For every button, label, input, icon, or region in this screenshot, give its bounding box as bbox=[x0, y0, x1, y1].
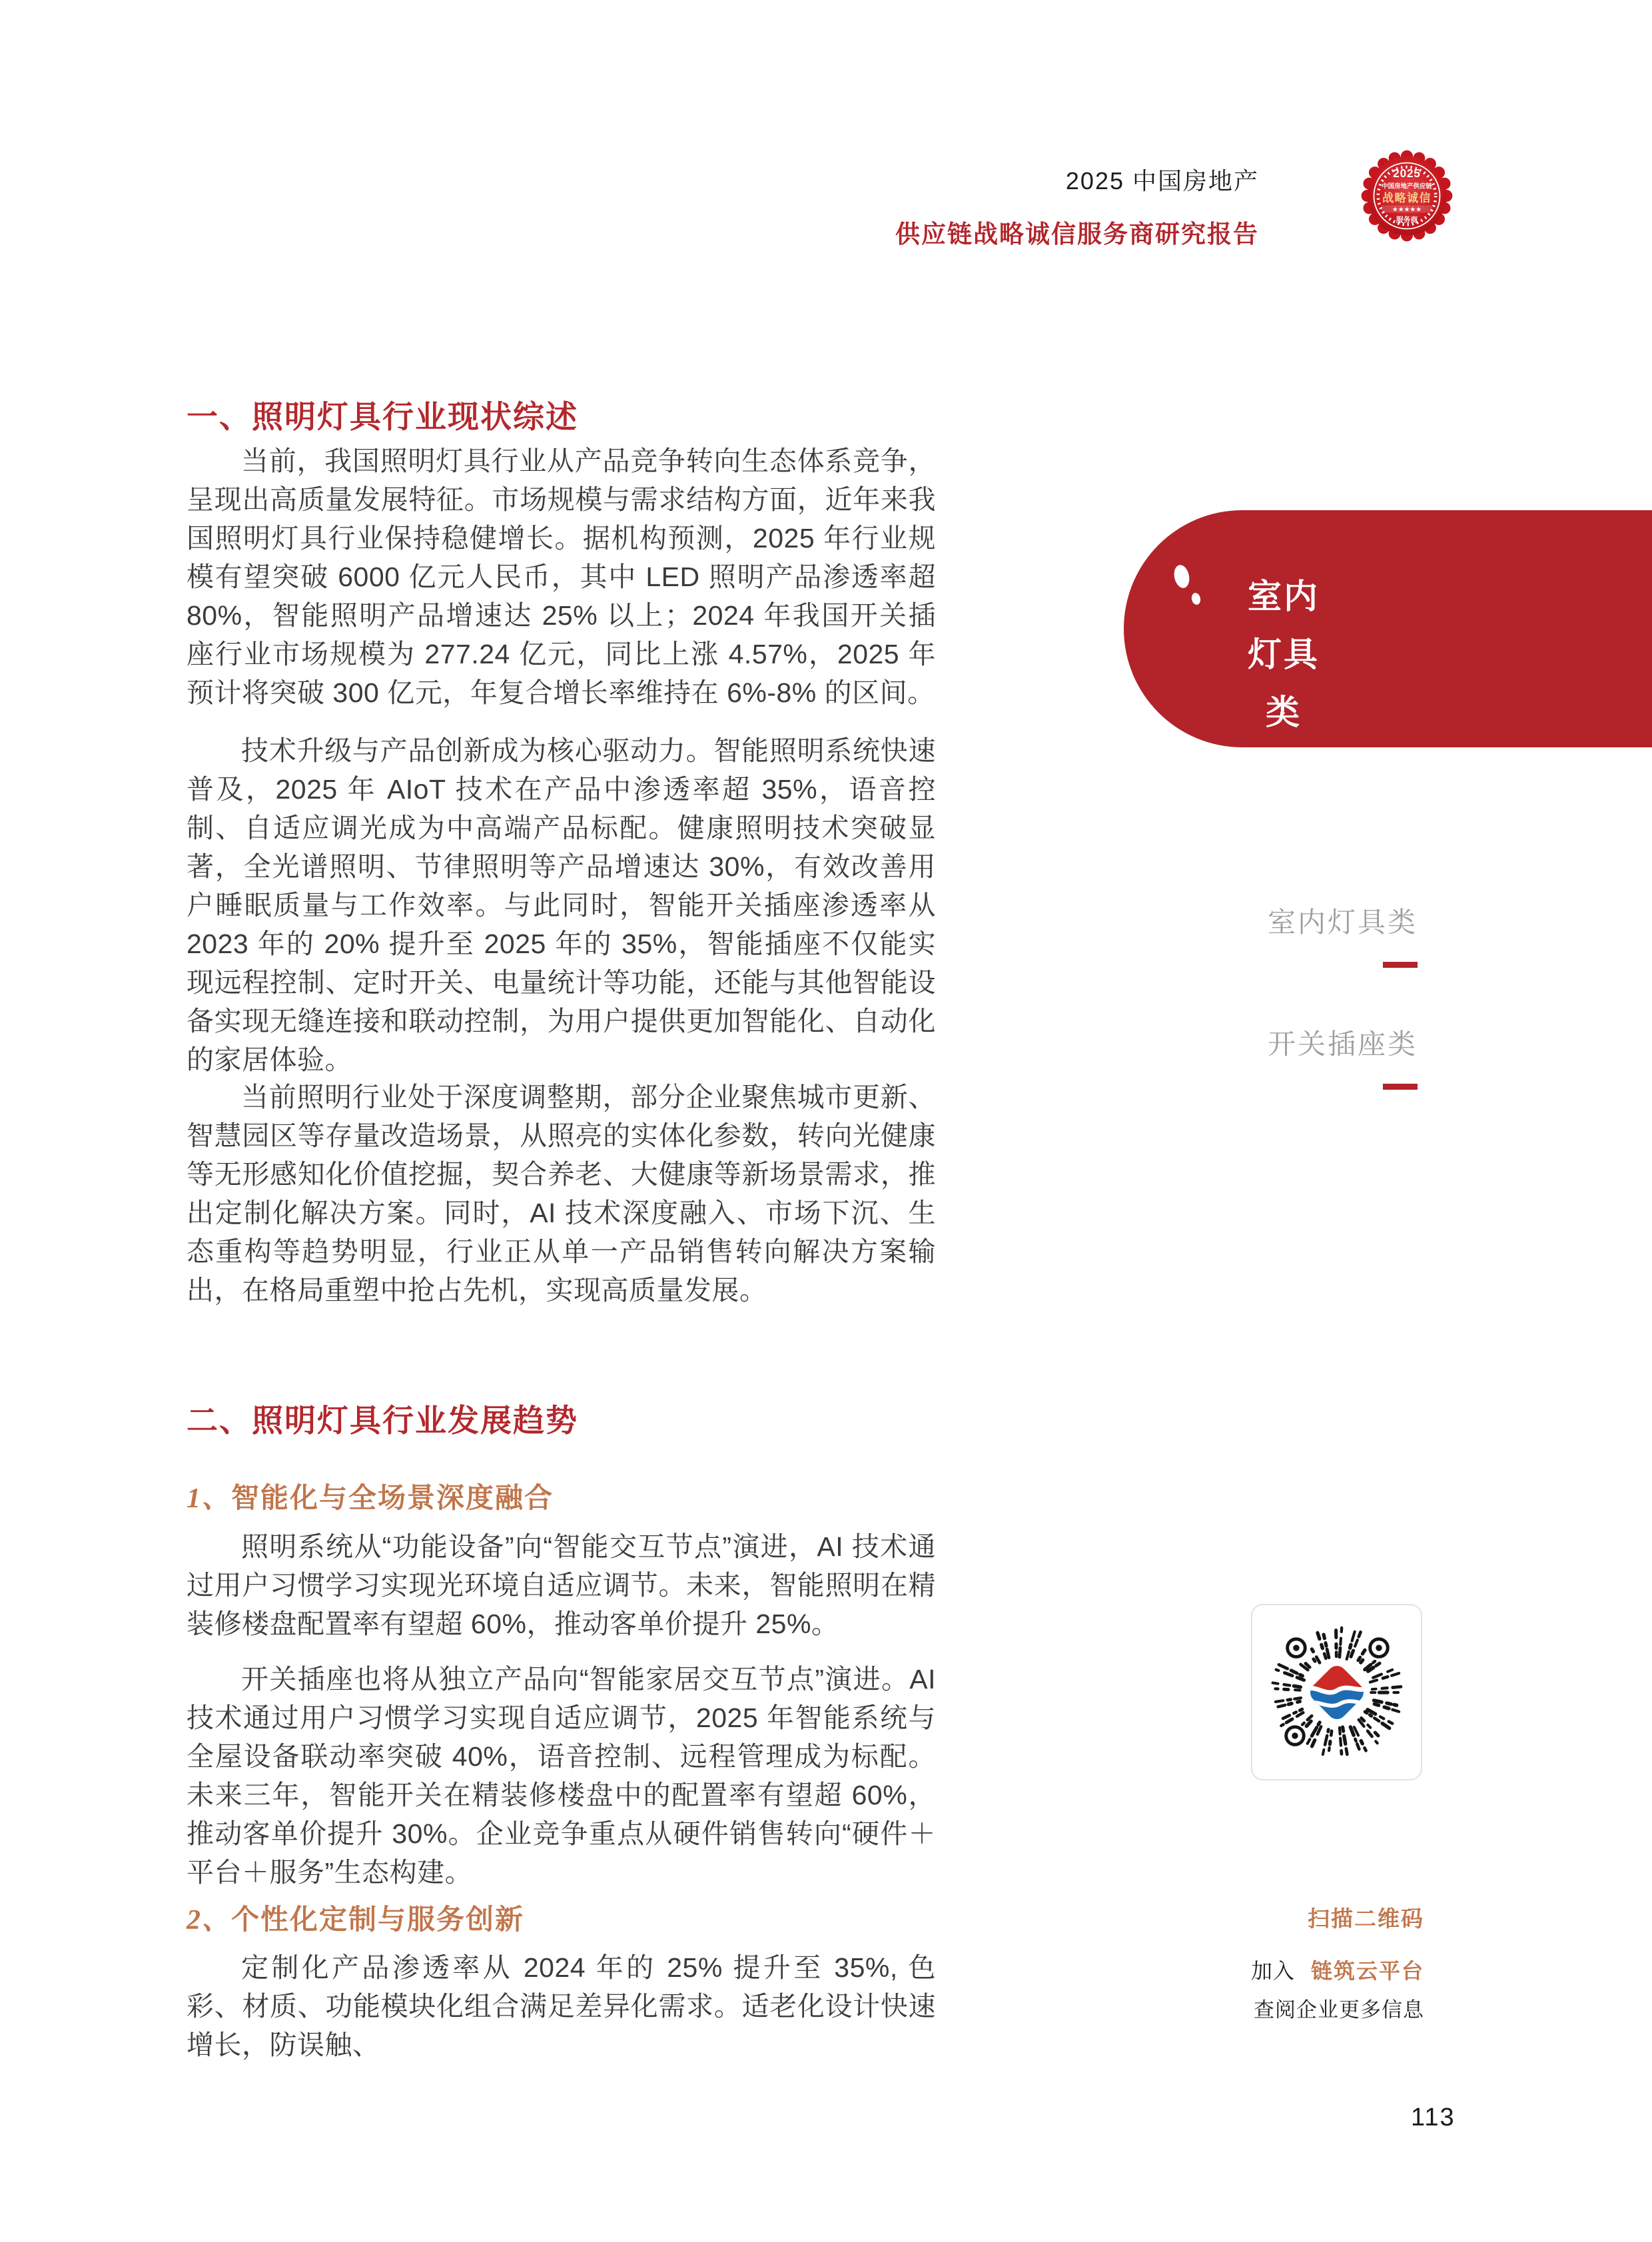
section1-paragraph-1: 当前，我国照明灯具行业从产品竞争转向生态体系竞争，呈现出高质量发展特征。市场规模与需求结构方面，近年来我国照明灯具行业保持稳健增长。据机构预测，2025 年行业规模有望突破 6000 亿元人民币，其中 LED 照明产品渗透率超 80%，智能照明产品增速达 25% 以上；2024 年我国开关插座行业市场规模为 277.24 亿元，同比上涨 4.57%，2025 年预计将突破 300 亿元，年复合增长率维持在 6%-8% 的区间。 bbox=[187, 446, 936, 708]
sidebar-item-label: 室内灯具类 bbox=[1267, 907, 1418, 938]
header-title-line2: 供应链战略诚信服务商研究报告 bbox=[895, 220, 1259, 248]
header-title-line1: 2025 中国房地产 bbox=[1065, 167, 1259, 194]
banner-dot-small-icon bbox=[1190, 592, 1201, 605]
qr-join-prefix: 加入 bbox=[1250, 1959, 1295, 1983]
subsection1-paragraph-1: 照明系统从“功能设备”向“智能交互节点”演进，AI 技术通过用户习惯学习实现光环境自适应调节。未来，智能照明在精装修楼盘配置率有望超 60%，推动客单价提升 25%。 bbox=[187, 1531, 936, 1639]
qr-caption-block bbox=[1212, 1902, 1424, 2023]
seal-main-title: 战略诚信 bbox=[1382, 192, 1432, 204]
section1-paragraph-3: 当前照明行业处于深度调整期，部分企业聚焦城市更新、智慧园区等存量改造场景，从照亮的实体化参数，转向光健康等无形感知化价值挖掘，契合养老、大健康等新场景需求，推出定制化解决方案。同时，AI 技术深度融入、市场下沉、生态重构等趋势明显，行业正从单一产品销售转向解决方案输出，在格局重塑中抢占先机，实现高质量发展。 bbox=[187, 1082, 936, 1306]
banner-dot-large-icon bbox=[1172, 563, 1192, 589]
seal-org: 中国房地产供应链 bbox=[1382, 183, 1432, 190]
seal-stars: ★★★★★ bbox=[1392, 206, 1422, 214]
qr-code-icon bbox=[1252, 1605, 1421, 1779]
seal-year: 2025 bbox=[1393, 167, 1421, 181]
qr-join-line bbox=[1212, 1954, 1424, 1985]
sidebar-item-dash bbox=[1383, 962, 1418, 968]
category-banner-title bbox=[1230, 567, 1337, 741]
section1-heading: 一、照明灯具行业现状综述 bbox=[187, 399, 578, 434]
category-banner-line1: 室内 bbox=[1247, 577, 1320, 615]
sidebar-item-label: 开关插座类 bbox=[1267, 1028, 1418, 1060]
category-banner bbox=[1124, 510, 1652, 747]
page-header bbox=[786, 163, 1259, 250]
section2-heading: 二、照明灯具行业发展趋势 bbox=[187, 1403, 578, 1438]
qr-description: 查阅企业更多信息 bbox=[1254, 1998, 1424, 2022]
sidebar-item-indoor-lighting bbox=[1132, 901, 1418, 968]
sidebar-item-switch-socket bbox=[1132, 1022, 1418, 1090]
seal-role: 服务商 bbox=[1396, 216, 1418, 224]
subsection1-heading: 1、智能化与全场景深度融合 bbox=[187, 1482, 554, 1514]
category-banner-line2: 灯具类 bbox=[1247, 635, 1320, 731]
section1-paragraph-2: 技术升级与产品创新成为核心驱动力。智能照明系统快速普及，2025 年 AIoT 技术在产品中渗透率超 35%，语音控制、自适应调光成为中高端产品标配。健康照明技术突破显著，全光谱照明、节律照明等产品增速达 30%，有效改善用户睡眠质量与工作效率。与此同时，智能开关插座渗透率从 2023 年的 20% 提升至 2025 年的 35%，智能插座不仅能实现远程控制、定时开关、电量统计等功能，还能与其他智能设备实现无缝连接和联动控制，为用户提供更加智能化、自动化的家居体验。 bbox=[187, 735, 936, 1075]
subsection2-heading: 2、个性化定制与服务创新 bbox=[187, 1904, 525, 1936]
qr-platform-name: 链筑云平台 bbox=[1310, 1959, 1424, 1983]
page-number: 113 bbox=[1411, 2103, 1455, 2131]
subsection2-paragraph-1: 定制化产品渗透率从 2024 年的 25% 提升至 35%, 色彩、材质、功能模块化组合满足差异化需求。适老化设计快速增长，防误触、 bbox=[187, 1952, 936, 2060]
qr-scan-label: 扫描二维码 bbox=[1308, 1906, 1424, 1931]
strategic-integrity-seal-icon bbox=[1359, 148, 1455, 244]
sidebar-item-dash bbox=[1383, 1084, 1418, 1090]
qr-center-logo-icon bbox=[1304, 1660, 1370, 1725]
qr-code-card bbox=[1251, 1604, 1422, 1780]
subsection1-paragraph-2: 开关插座也将从独立产品向“智能家居交互节点”演进。AI 技术通过用户习惯学习实现自适应调节，2025 年智能系统与全屋设备联动率突破 40%，语音控制、远程管理成为标配。未来三年，智能开关在精装修楼盘中的配置率有望超 60%，推动客单价提升 30%。企业竞争重点从硬件销售转向“硬件＋平台＋服务”生态构建。 bbox=[187, 1664, 936, 1888]
